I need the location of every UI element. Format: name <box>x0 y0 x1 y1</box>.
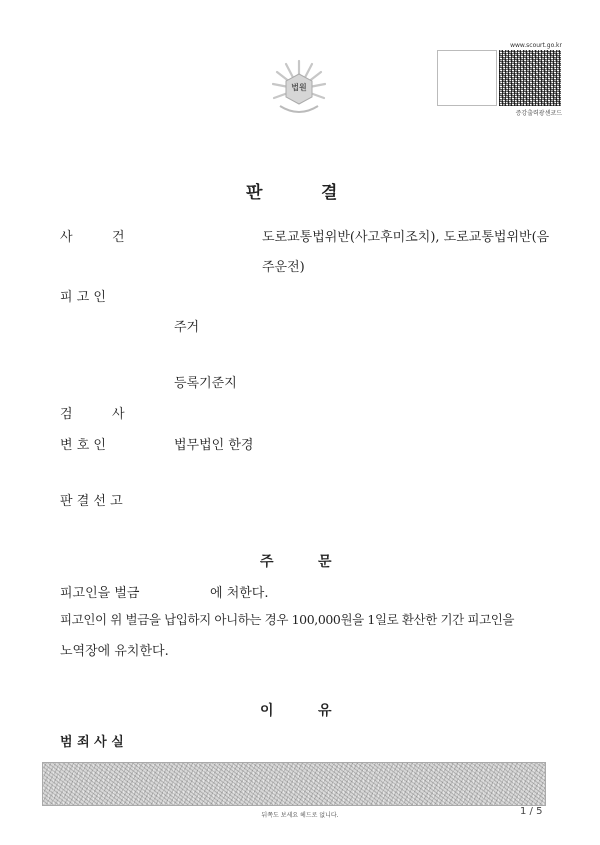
emblem-text: 법원 <box>291 83 307 92</box>
qr-verification-block <box>437 42 562 117</box>
case-value-line-1: 도로교통법위반(사고후미조치), 도로교통법위반(음 <box>262 230 550 245</box>
page-number: 1 / 5 <box>520 806 543 817</box>
prosecutor-label-char-2: 사 <box>112 407 125 422</box>
qr-caption: 증강출력광센코드 <box>515 110 562 117</box>
order-heading-char-1: 주 <box>260 554 274 570</box>
order-line-1-part-1: 피고인을 벌금 <box>60 586 140 601</box>
order-line-1-part-2: 에 처한다. <box>210 586 269 601</box>
prosecutor-label-char-1: 검 <box>60 407 73 422</box>
case-label-char-2: 건 <box>112 230 125 245</box>
order-line-2: 피고인이 위 벌금을 납입하지 아니하는 경우 100,000원을 1일로 환산한 기간 피고인을 <box>60 612 515 627</box>
reason-heading-char-2: 유 <box>318 703 332 719</box>
address-label: 주거 <box>174 320 200 335</box>
attorney-label: 변 호 인 <box>60 438 106 453</box>
footer-note: 뒤쪽도 보세요 헤드로 없니다. <box>261 812 339 819</box>
qr-code-icon <box>499 50 561 106</box>
order-heading-char-2: 문 <box>318 554 332 570</box>
reason-subheading: 범 죄 사 실 <box>60 735 124 750</box>
redacted-region <box>42 762 546 806</box>
verdict-date-label: 판 결 선 고 <box>60 494 123 509</box>
defendant-label: 피 고 인 <box>60 290 106 305</box>
qr-url: www.scourt.go.kr <box>510 42 562 49</box>
title-char-2: 결 <box>321 183 339 203</box>
reason-heading-char-1: 이 <box>260 703 274 719</box>
registry-label: 등록기준지 <box>174 376 237 391</box>
order-line-3: 노역장에 유치한다. <box>60 644 169 659</box>
case-label-char-1: 사 <box>60 230 73 245</box>
court-emblem <box>272 58 326 120</box>
qr-blank-frame <box>437 50 497 106</box>
attorney-value: 법무법인 한경 <box>174 438 254 453</box>
title-char-1: 판 <box>246 183 264 203</box>
case-value-line-2: 주운전) <box>262 260 305 275</box>
